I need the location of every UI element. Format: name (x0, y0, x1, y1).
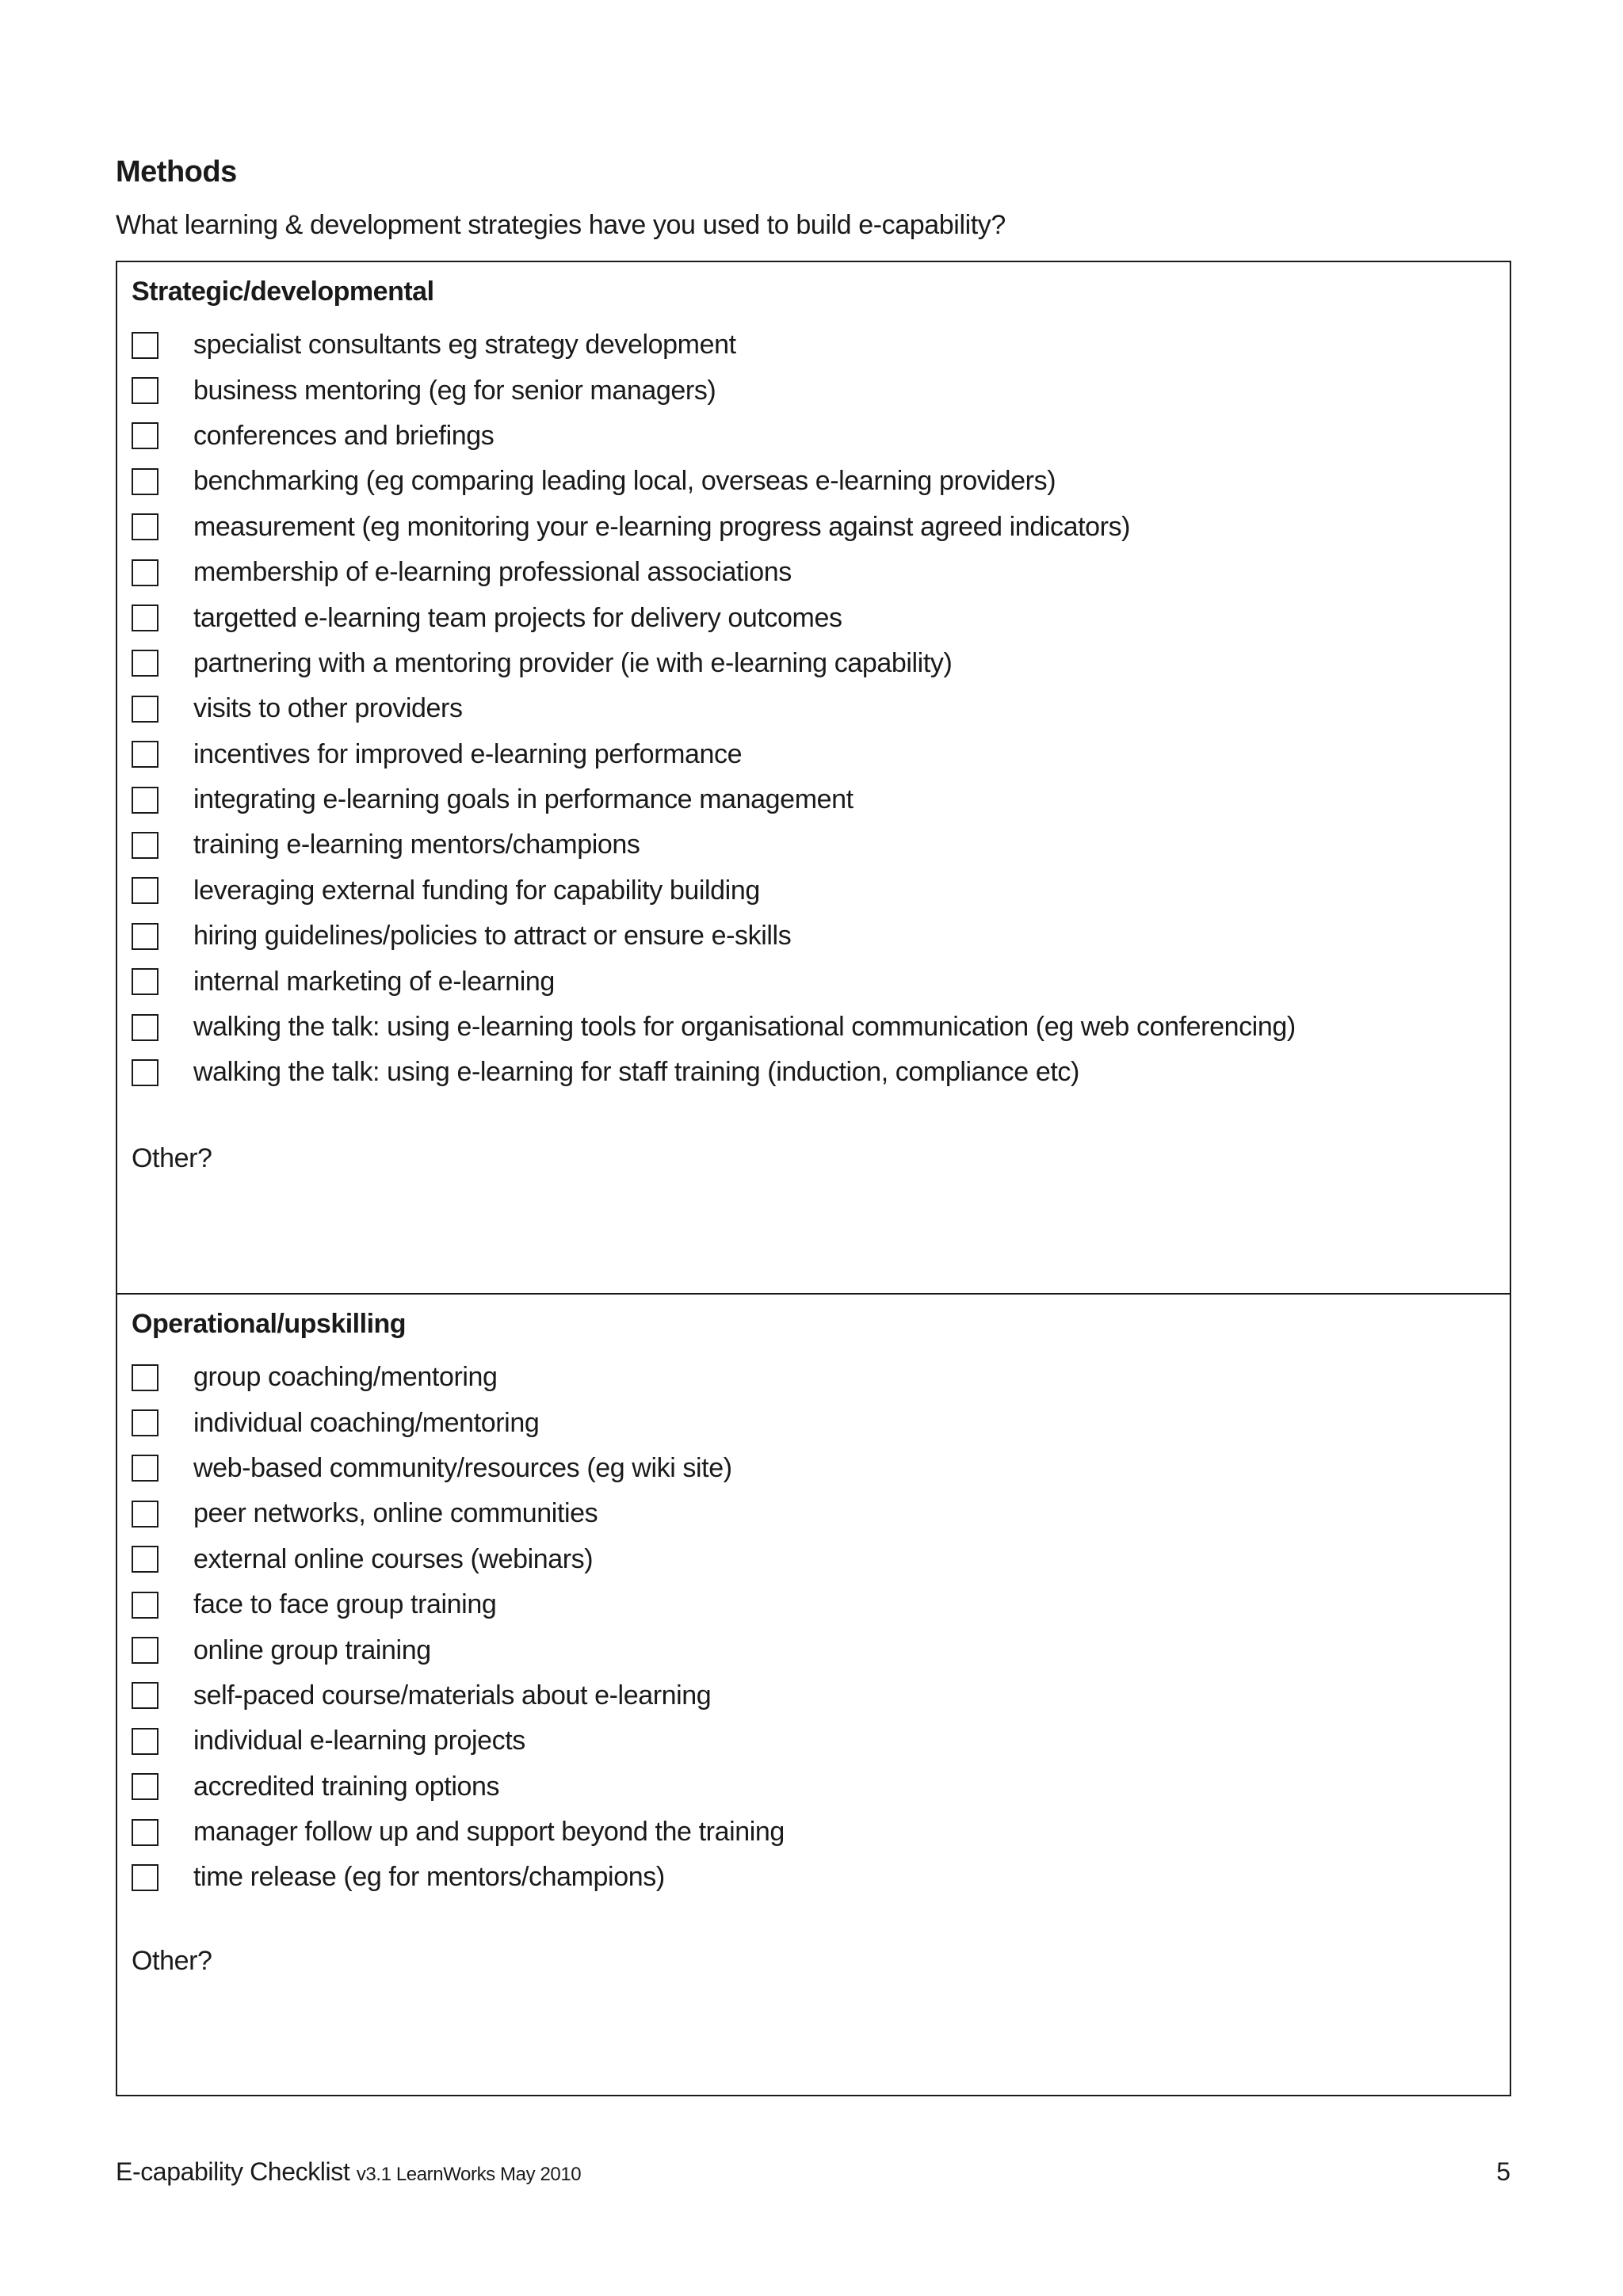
checklist-item-label: peer networks, online communities (193, 1498, 598, 1529)
checklist-item-label: integrating e-learning goals in performance management (193, 784, 854, 815)
checklist-item (132, 732, 1296, 777)
footer-doc-title: E-capability Checklist (116, 2157, 350, 2186)
operational-section (116, 1293, 1511, 2096)
checklist-item (132, 1400, 785, 1445)
checklist-item (132, 1446, 785, 1491)
checkbox[interactable] (132, 1819, 158, 1846)
checklist-item (132, 550, 1296, 595)
checkbox[interactable] (132, 468, 158, 495)
checkbox[interactable] (132, 1409, 158, 1436)
checklist-item (132, 686, 1296, 731)
strategic-other-label: Other? (132, 1143, 212, 1173)
checkbox[interactable] (132, 741, 158, 768)
checklist-item-label: accredited training options (193, 1771, 500, 1802)
checklist-item-label: external online courses (webinars) (193, 1543, 594, 1574)
operational-checklist (132, 1355, 785, 1901)
checklist-item-label: incentives for improved e-learning performance (193, 738, 743, 769)
question-text: What learning & development strategies have you used to build e-capability? (116, 210, 1006, 240)
checklist-item (132, 641, 1296, 686)
checklist-item (132, 459, 1296, 504)
checklist-item-label: business mentoring (eg for senior managers) (193, 375, 716, 406)
checklist-item (132, 1810, 785, 1855)
section-title-operational: Operational/upskilling (132, 1309, 407, 1339)
checkbox[interactable] (132, 650, 158, 677)
checklist-item (132, 414, 1296, 459)
checklist-item (132, 1491, 785, 1536)
checklist-item (132, 1582, 785, 1627)
checkbox[interactable] (132, 1728, 158, 1755)
operational-other-label: Other? (132, 1946, 212, 1976)
checklist-item (132, 1673, 785, 1718)
checklist-item-label: walking the talk: using e-learning tools for organisational communication (eg web conferencing) (193, 1012, 1296, 1043)
checkbox[interactable] (132, 1059, 158, 1086)
checkbox[interactable] (132, 1864, 158, 1891)
checkbox[interactable] (132, 1364, 158, 1391)
checkbox[interactable] (132, 1773, 158, 1800)
checklist-item (132, 868, 1296, 913)
checklist-item (132, 595, 1296, 640)
checkbox[interactable] (132, 377, 158, 404)
checklist-item-label: hiring guidelines/policies to attract or ensure e-skills (193, 921, 792, 952)
checkbox[interactable] (132, 1455, 158, 1482)
strategic-checklist (132, 322, 1296, 1096)
checklist-item (132, 1537, 785, 1582)
checklist-item-label: manager follow up and support beyond the training (193, 1817, 785, 1848)
checklist-item-label: walking the talk: using e-learning for staff training (induction, compliance etc) (193, 1057, 1079, 1088)
checklist-item (132, 913, 1296, 959)
checklist-item-label: measurement (eg monitoring your e-learning progress against agreed indicators) (193, 511, 1131, 542)
checklist-item-label: conferences and briefings (193, 420, 495, 451)
checklist-item (132, 368, 1296, 413)
checkbox[interactable] (132, 332, 158, 359)
checklist-item-label: individual coaching/mentoring (193, 1407, 540, 1438)
checklist-item (132, 322, 1296, 368)
page-heading: Methods (116, 155, 237, 189)
checkbox[interactable] (132, 513, 158, 540)
checklist-item (132, 959, 1296, 1004)
checkbox[interactable] (132, 968, 158, 995)
checklist-item-label: internal marketing of e-learning (193, 966, 555, 997)
checkbox[interactable] (132, 832, 158, 859)
footer-doc-info (116, 2157, 581, 2187)
checkbox[interactable] (132, 1637, 158, 1664)
checkbox[interactable] (132, 605, 158, 631)
checkbox[interactable] (132, 787, 158, 814)
checklist-item-label: self-paced course/materials about e-learning (193, 1680, 712, 1711)
checklist-item-label: training e-learning mentors/champions (193, 830, 640, 860)
checklist-item-label: benchmarking (eg comparing leading local, overseas e-learning providers) (193, 466, 1056, 497)
checklist-item (132, 1050, 1296, 1095)
checkbox[interactable] (132, 1501, 158, 1527)
strategic-section (116, 261, 1511, 1295)
checkbox[interactable] (132, 1014, 158, 1041)
checkbox[interactable] (132, 1546, 158, 1573)
checkbox[interactable] (132, 877, 158, 904)
checklist-item (132, 1005, 1296, 1050)
checkbox[interactable] (132, 559, 158, 586)
footer-version-info: v3.1 LearnWorks May 2010 (356, 2164, 582, 2185)
checklist-item-label: partnering with a mentoring provider (ie with e-learning capability) (193, 647, 953, 678)
footer-page-number: 5 (1496, 2157, 1510, 2186)
checklist-item-label: visits to other providers (193, 693, 463, 724)
checklist-item (132, 822, 1296, 868)
checklist-item-label: leveraging external funding for capability building (193, 875, 760, 906)
section-title-strategic: Strategic/developmental (132, 277, 434, 307)
checklist-item (132, 777, 1296, 822)
checklist-item (132, 1855, 785, 1900)
checklist-item-label: group coaching/mentoring (193, 1362, 498, 1393)
checkbox[interactable] (132, 422, 158, 449)
checklist-item-label: individual e-learning projects (193, 1726, 525, 1756)
checklist-item (132, 1718, 785, 1764)
checklist-item-label: web-based community/resources (eg wiki site) (193, 1452, 732, 1483)
checklist-item-label: face to face group training (193, 1589, 497, 1620)
checklist-item-label: online group training (193, 1634, 431, 1665)
checklist-item (132, 1355, 785, 1400)
checkbox[interactable] (132, 923, 158, 950)
checkbox[interactable] (132, 696, 158, 723)
checklist-item-label: specialist consultants eg strategy development (193, 330, 736, 360)
checkbox[interactable] (132, 1682, 158, 1709)
checklist-item (132, 1627, 785, 1672)
checklist-item-label: targetted e-learning team projects for delivery outcomes (193, 602, 842, 633)
checklist-item (132, 505, 1296, 550)
checklist-item-label: time release (eg for mentors/champions) (193, 1862, 665, 1893)
checklist-item-label: membership of e-learning professional associations (193, 557, 792, 588)
checklist-item (132, 1764, 785, 1810)
checkbox[interactable] (132, 1592, 158, 1619)
